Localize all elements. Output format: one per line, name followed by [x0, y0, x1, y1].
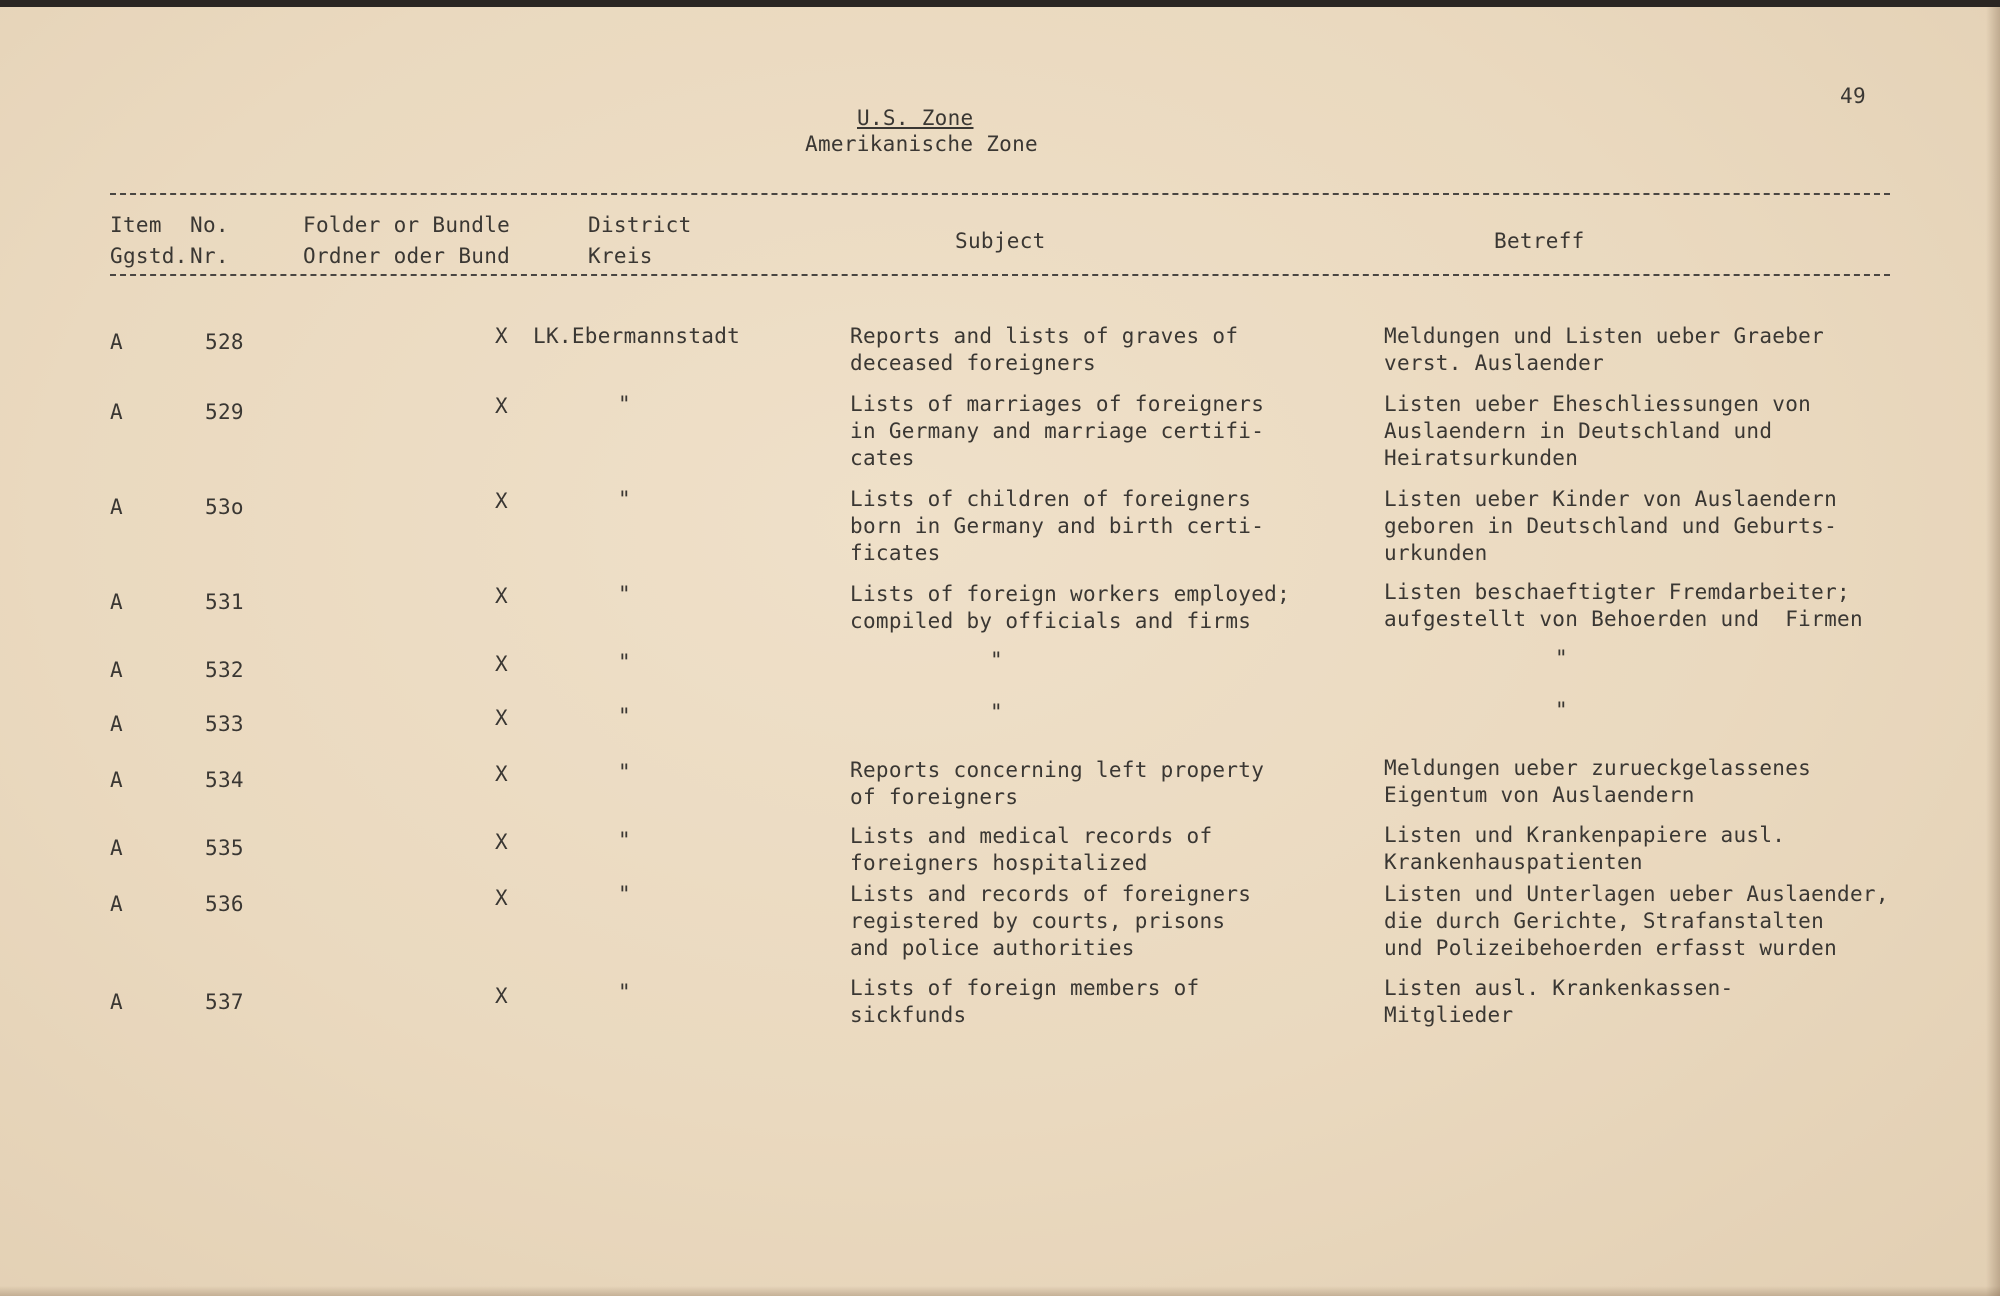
subject-line: in Germany and marriage certifi- [850, 419, 1265, 443]
page-edge-shadow [1986, 7, 2000, 1296]
item-cell: A [110, 768, 123, 792]
folder-mark-cell: X [495, 324, 508, 348]
header-rule-top [110, 193, 1890, 195]
item-cell: A [110, 330, 123, 354]
subject-line: Lists of foreign workers employed; [850, 582, 1291, 606]
subject-line: foreigners hospitalized [850, 851, 1148, 875]
number-cell: 531 [205, 590, 244, 614]
betreff-line: verst. Auslaender [1384, 351, 1605, 375]
betreff-line: Listen beschaeftigter Fremdarbeiter; [1384, 580, 1850, 604]
folder-mark-cell: X [495, 394, 508, 418]
betreff-line: aufgestellt von Behoerden und Firmen [1384, 607, 1863, 631]
header-no: No. [190, 213, 229, 237]
subject-line: Lists and records of foreigners [850, 882, 1252, 906]
subject-line: Reports concerning left property [850, 758, 1265, 782]
number-cell: 533 [205, 712, 244, 736]
subject-line: Lists and medical records of [850, 824, 1213, 848]
district-ditto: " [618, 704, 631, 728]
subject-line: Lists of children of foreigners [850, 487, 1252, 511]
betreff-line: und Polizeibehoerden erfasst wurden [1384, 936, 1838, 960]
betreff-line: Listen ausl. Krankenkassen- [1384, 976, 1734, 1000]
district-ditto: " [618, 882, 631, 906]
folder-mark-cell: X [495, 706, 508, 730]
page-number: 49 [1840, 84, 1866, 108]
folder-mark-cell: X [495, 652, 508, 676]
betreff-line: Mitglieder [1384, 1003, 1514, 1027]
subject-line: cates [850, 446, 915, 470]
district-ditto: " [618, 650, 631, 674]
betreff-ditto: " [1555, 646, 1568, 670]
district-ditto: " [618, 582, 631, 606]
header-folder: Folder or Bundle [303, 213, 511, 237]
betreff-line: geboren in Deutschland und Geburts- [1384, 514, 1838, 538]
header-subject: Subject [955, 229, 1046, 253]
header-item-de: Ggstd. [110, 244, 188, 268]
betreff-line: Listen und Krankenpapiere ausl. [1384, 823, 1786, 847]
district-ditto: " [618, 828, 631, 852]
subject-line: compiled by officials and firms [850, 609, 1252, 633]
subject-line: sickfunds [850, 1003, 967, 1027]
item-cell: A [110, 836, 123, 860]
header-betreff: Betreff [1494, 229, 1585, 253]
number-cell: 528 [205, 330, 244, 354]
folder-mark-cell: X [495, 886, 508, 910]
betreff-line: Auslaendern in Deutschland und [1384, 419, 1773, 443]
number-cell: 534 [205, 768, 244, 792]
betreff-line: Meldungen und Listen ueber Graeber [1384, 324, 1825, 348]
subject-line: registered by courts, prisons [850, 909, 1226, 933]
betreff-line: Krankenhauspatienten [1384, 850, 1643, 874]
number-cell: 535 [205, 836, 244, 860]
title-english: U.S. Zone [857, 106, 974, 130]
number-cell: 537 [205, 990, 244, 1014]
district-ditto: " [618, 392, 631, 416]
betreff-line: die durch Gerichte, Strafanstalten [1384, 909, 1825, 933]
betreff-line: urkunden [1384, 541, 1488, 565]
betreff-line: Eigentum von Auslaendern [1384, 783, 1695, 807]
item-cell: A [110, 712, 123, 736]
page-bottom-shadow [0, 1286, 2000, 1296]
item-cell: A [110, 658, 123, 682]
betreff-line: Heiratsurkunden [1384, 446, 1579, 470]
subject-line: Lists of marriages of foreigners [850, 392, 1265, 416]
betreff-line: Meldungen ueber zurueckgelassenes [1384, 756, 1812, 780]
item-cell: A [110, 495, 123, 519]
folder-mark-cell: X [495, 489, 508, 513]
subject-line: deceased foreigners [850, 351, 1096, 375]
scan-top-border [0, 0, 2000, 7]
subject-line: of foreigners [850, 785, 1019, 809]
number-cell: 536 [205, 892, 244, 916]
district-ditto: " [618, 980, 631, 1004]
betreff-ditto: " [1555, 698, 1568, 722]
header-district: District [588, 213, 692, 237]
subject-ditto: " [990, 648, 1003, 672]
subject-line: ficates [850, 541, 941, 565]
number-cell: 529 [205, 400, 244, 424]
subject-line: born in Germany and birth certi- [850, 514, 1265, 538]
subject-line: and police authorities [850, 936, 1135, 960]
subject-line: Lists of foreign members of [850, 976, 1200, 1000]
betreff-line: Listen und Unterlagen ueber Auslaender, [1384, 882, 1889, 906]
header-rule-bottom [110, 274, 1890, 276]
folder-mark-cell: X [495, 762, 508, 786]
betreff-line: Listen ueber Eheschliessungen von [1384, 392, 1812, 416]
document-page [0, 7, 2000, 1296]
item-cell: A [110, 590, 123, 614]
folder-mark-cell: X [495, 984, 508, 1008]
district-ditto: " [618, 760, 631, 784]
subject-ditto: " [990, 700, 1003, 724]
district-cell: LK.Ebermannstadt [533, 324, 741, 348]
title-german: Amerikanische Zone [805, 132, 1038, 156]
item-cell: A [110, 892, 123, 916]
subject-line: Reports and lists of graves of [850, 324, 1239, 348]
betreff-line: Listen ueber Kinder von Auslaendern [1384, 487, 1838, 511]
district-ditto: " [618, 487, 631, 511]
number-cell: 53o [205, 495, 244, 519]
header-district-de: Kreis [588, 244, 653, 268]
header-folder-de: Ordner oder Bund [303, 244, 511, 268]
number-cell: 532 [205, 658, 244, 682]
item-cell: A [110, 990, 123, 1014]
folder-mark-cell: X [495, 584, 508, 608]
header-item: Item [110, 213, 162, 237]
header-no-de: Nr. [190, 244, 229, 268]
item-cell: A [110, 400, 123, 424]
folder-mark-cell: X [495, 830, 508, 854]
